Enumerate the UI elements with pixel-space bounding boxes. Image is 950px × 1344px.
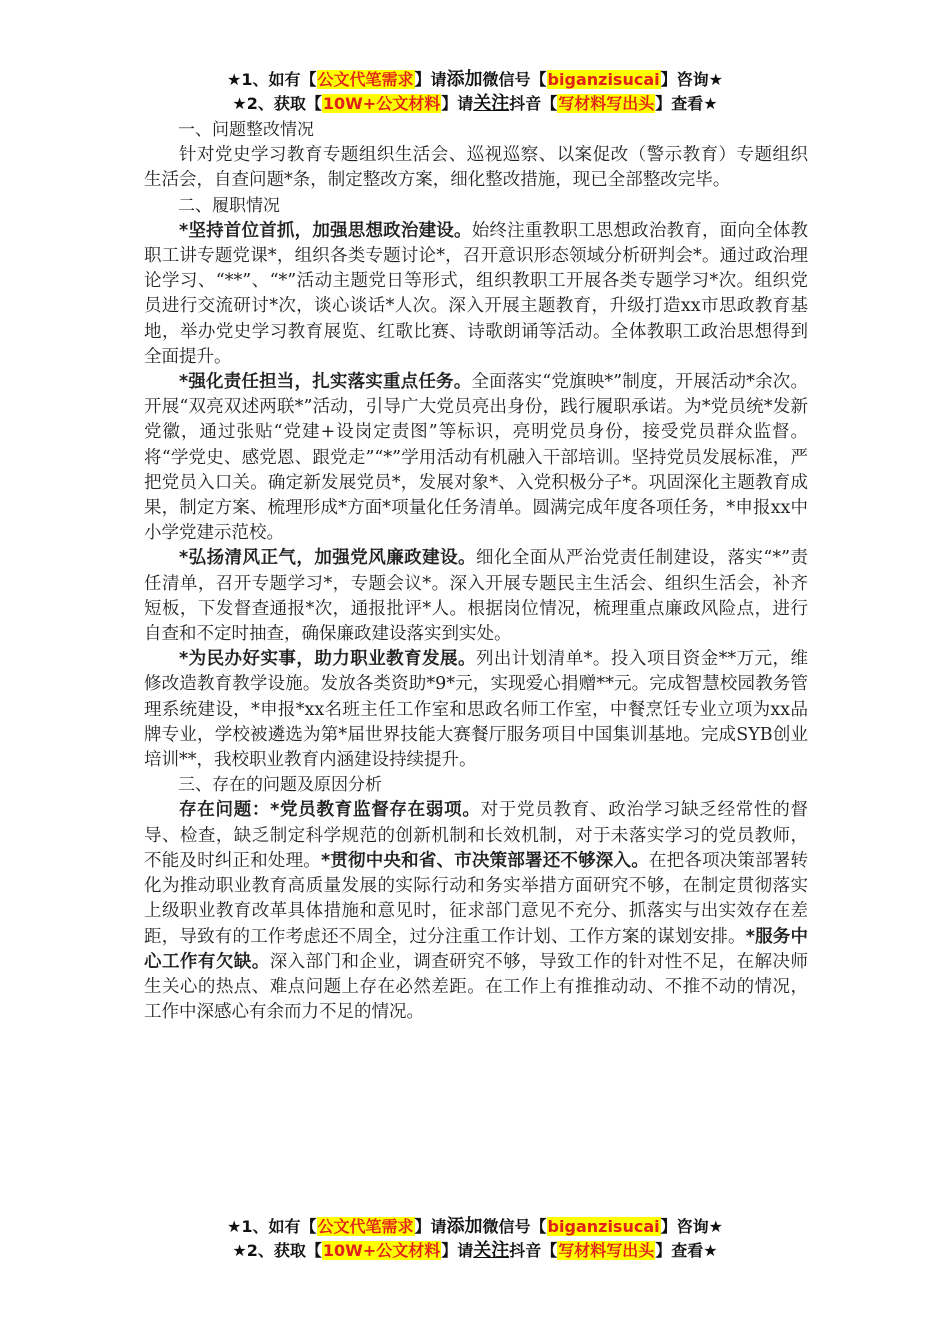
banner-text: ★2、获取【 (232, 1241, 322, 1260)
top-banner (0, 68, 950, 116)
paragraph-lead: *为民办好实事，助力职业教育发展。 (179, 649, 476, 670)
highlight-text: 10W+公文材料 (322, 1241, 441, 1260)
paragraph-text: 列出计划清单*。投入项目资金**万元，维修改造教育教学设施。发放各类资助*9*元，实现爱心捐赠**元。完成智慧校园教务管理系统建设，*申报*xx名班主任工作室和思政名师工作室，中餐烹饪专业立项为xx品牌专业，学校被遴选为第*届世界技能大赛餐厅服务项目中国集训基地。完成SYB创业培训**，我校职业教育内涵建设持续提升。 (144, 649, 808, 771)
emphasis-text: 添加 (446, 69, 483, 90)
highlight-text: 公文代笔需求 (317, 70, 414, 89)
paragraph (144, 219, 808, 370)
section-heading: 一、问题整改情况 (178, 120, 314, 140)
douyin-id: 写材料写出头 (558, 94, 655, 113)
section-heading: 二、履职情况 (178, 195, 280, 216)
paragraph-lead: 存在问题：*党员教育监督存在弱项。 (179, 800, 481, 821)
document-body (144, 118, 808, 1025)
banner-text: 】查看★ (655, 94, 718, 113)
highlight-text: 公文代笔需求 (317, 1217, 414, 1236)
emphasis-text: 关注 (473, 1240, 510, 1261)
paragraph-lead: *贯彻中央和省、市决策部署还不够深入。 (320, 850, 649, 871)
paragraph: 针对党史学习教育专题组织生活会、巡视巡察、以案促改（警示教育）专题组织生活会，自查问题*条，制定整改方案，细化整改措施，现已全部整改完毕。 (144, 145, 808, 191)
banner-line-2 (0, 92, 950, 116)
banner-text: 】请 (441, 1241, 474, 1260)
emphasis-text: 关注 (473, 93, 510, 114)
paragraph-text: 始终注重教职工思想政治教育，面向全体教职工讲专题党课*，组织各类专题讨论*，召开意识形态领域分析研判会*。通过政治理论学习、“**”、“*”活动主题党日等形式，组织教职工开展各类专题学习*次。组织党员进行交流研讨*次，谈心谈话*人次。深入开展主题教育，升级打造xx市思政教育基地，举办党史学习教育展览、红歌比赛、诗歌朗诵等活动。全体教职工政治思想得到全面提升。 (144, 220, 808, 367)
banner-text: ★1、如有【 (227, 1217, 317, 1236)
banner-text: 抖音【 (509, 94, 558, 113)
banner-text: ★1、如有【 (227, 70, 317, 89)
paragraph (144, 647, 808, 773)
paragraph-lead: *服务中心工作有欠缺。 (144, 926, 808, 972)
paragraph-lead: *弘扬清风正气，加强党风廉政建设。 (179, 548, 476, 569)
douyin-id: 写材料写出头 (558, 1241, 655, 1260)
banner-line-1 (0, 1215, 950, 1239)
banner-text: ★2、获取【 (232, 94, 322, 113)
banner-text: 微信号【 (482, 1217, 547, 1236)
section-heading: 三、存在的问题及原因分析 (178, 775, 382, 796)
paragraph-lead: *强化责任担当，扎实落实重点任务。 (179, 372, 472, 393)
banner-text: 】咨询★ (660, 1217, 723, 1236)
bottom-banner (0, 1215, 950, 1263)
paragraph-text: 全面落实“党旗映*”制度，开展活动*余次。开展“双亮双述两联*”活动，引导广大党员亮出身份，践行履职承诺。为*党员统*发新党徽，通过张贴“党建+设岗定责图”等标识，亮明党员身份，接受党员群众监督。将“学党史、感党恩、跟党走”“*”学用活动有机融入干部培训。坚持党员发展标准，严把党员入口关。确定新发展党员*，发展对象*、入党积极分子*。巩固深化主题教育成果，制定方案、梳理形成*方面*项量化任务清单。圆满完成年度各项任务，*申报xx中小学党建示范校。 (144, 372, 808, 544)
paragraph-text: 对于党员教育、政治学习缺乏经常性的督导、检查，缺乏制定科学规范的创新机制和长效机制，对于未落实学习的党员教师，不能及时纠正和处理。 (144, 800, 808, 871)
banner-text: 】请 (441, 94, 474, 113)
highlight-text: 10W+公文材料 (322, 94, 441, 113)
paragraph-text: 深入部门和企业，调查研究不够，导致工作的针对性不足，在解决师生关心的热点、难点问题上存在必然差距。在工作上有推推动动、不推不动的情况，工作中深感心有余而力不足的情况。 (144, 951, 809, 1023)
wechat-id: biganzisucai (547, 70, 660, 89)
banner-line-1 (0, 68, 950, 92)
paragraph (144, 798, 808, 1025)
banner-text: 】查看★ (655, 1241, 718, 1260)
banner-text: 抖音【 (509, 1241, 558, 1260)
paragraph (144, 546, 808, 647)
wechat-id: biganzisucai (547, 1217, 660, 1236)
banner-text: 】咨询★ (660, 70, 723, 89)
paragraph-text: 细化全面从严治党责任制建设，落实“*”责任清单，召开专题学习*，专题会议*。深入开展专题民主生活会、组织生活会，补齐短板，下发督查通报*次，通报批评*人。根据岗位情况，梳理重点廉政风险点，进行自查和不定时抽查，确保廉政建设落实到实处。 (144, 548, 808, 645)
banner-text: 微信号【 (482, 70, 547, 89)
paragraph (144, 370, 808, 546)
paragraph-lead: *坚持首位首抓，加强思想政治建设。 (179, 220, 472, 241)
banner-line-2 (0, 1239, 950, 1263)
banner-text: 】请 (414, 1217, 447, 1236)
emphasis-text: 添加 (446, 1216, 483, 1237)
banner-text: 】请 (414, 70, 447, 89)
paragraph-text: 在把各项决策部署转化为推动职业教育高质量发展的实际行动和务实举措方面研究不够，在制定贯彻落实上级职业教育改革具体措施和意见时，征求部门意见不充分、抓落实与出实效存在差距，导致有的工作考虑还不周全，过分注重工作计划、工作方案的谋划安排。 (144, 850, 808, 947)
